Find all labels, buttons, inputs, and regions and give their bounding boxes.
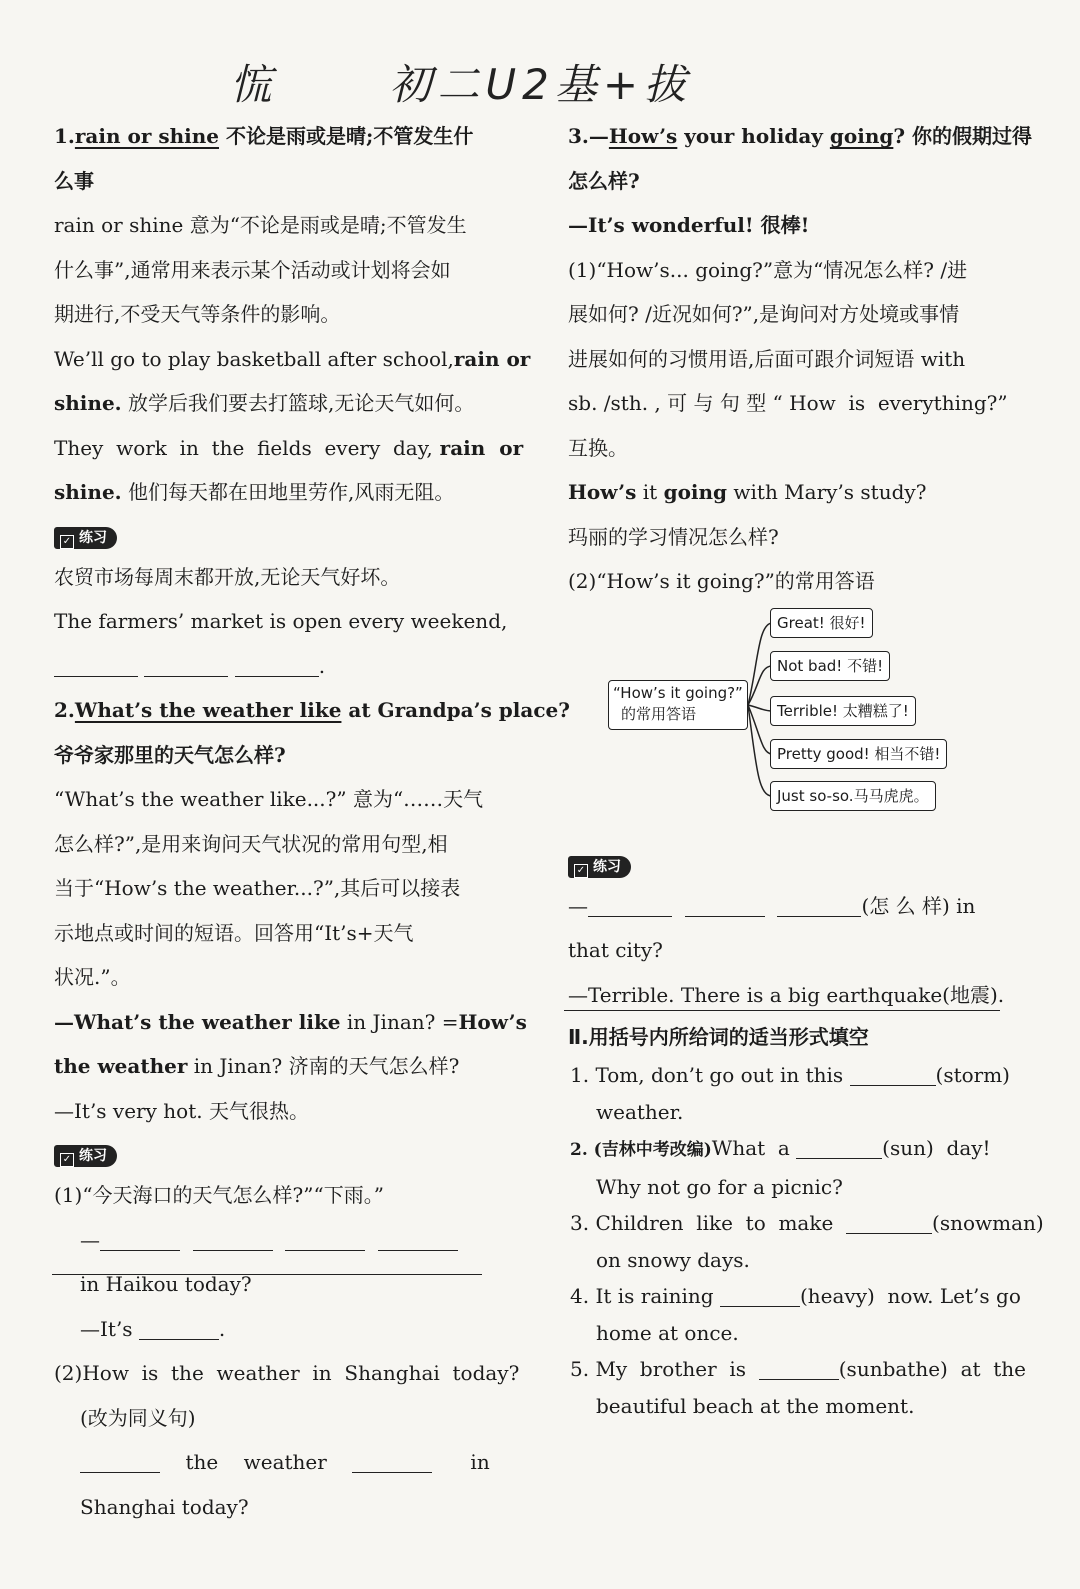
center-label: 的常用答语 [621,704,697,723]
practice-line: The farmers’ market is open every weekend, [54,609,508,633]
item-number: 1. [54,124,75,148]
explanation-line: rain or shine 意为“不论是雨或是晴;不管发生 [54,213,467,237]
answer-translation: 很棒! [753,213,810,237]
question-mark: ? [893,124,906,148]
answer-blank[interactable] [850,1063,936,1086]
item-2-heading [54,688,570,733]
answer-blanks [568,884,996,929]
sentence-fragment: in [470,1450,490,1474]
example-bold: —What’s the weather like [54,1009,341,1034]
answer-blanks [54,1218,482,1263]
mind-map-leaf: Not bad! 不错! [770,651,890,681]
explanation-line: 展如何? /近况如何?”,是询问对方处境或事情 [568,302,960,326]
example-line: —It’s very hot. 天气很热。 [54,1098,309,1123]
hint-text: (snowman) [932,1211,1044,1235]
answer-line [568,203,996,248]
answer-blank[interactable] [720,1284,800,1307]
answer-blank[interactable] [100,1228,180,1251]
fill-in-list [568,1057,1044,1424]
explanation-line: 互换。 [568,435,628,460]
example-bold: going [663,480,728,504]
answer-blank[interactable] [685,894,765,917]
mind-map-leaf: Great! 很好! [770,608,873,638]
answer-blank[interactable] [352,1450,432,1473]
answer-blank[interactable] [759,1357,839,1380]
practice-line: 农贸市场每周末都开放,无论天气好坏。 [54,564,401,589]
fill-item-cont: on snowy days. [596,1247,750,1272]
practice-badge-row [568,844,996,884]
example-text: We’ll go to play basketball after school, [54,346,454,371]
practice-cont: in Haikou today? [80,1272,252,1296]
practice-cont: that city? [568,938,663,962]
answer-blanks [54,644,482,689]
answer-blank[interactable] [796,1136,882,1159]
handwritten-header [230,52,692,112]
fill-item-cont: weather. [596,1099,684,1124]
example-bold: shine. [54,480,122,504]
source-tag: 2. (吉林中考改编) [570,1140,712,1160]
explanation-line: 怎么样?”,是用来询问天气状况的常用句型,相 [54,831,448,856]
example-line [54,337,531,382]
example-translation: 玛丽的学习情况怎么样? [568,524,779,549]
section-2-title: Ⅱ.用括号内所给词的适当形式填空 [568,1025,869,1049]
fill-item [570,1278,1021,1315]
hint-text: (sun) day! [882,1136,991,1160]
hint-text: (怎 么 样) in [861,893,976,918]
example-translation: 放学后我们要去打篮球,无论天气如何。 [121,391,475,415]
heading-translation: 爷爷家那里的天气怎么样? [54,742,286,767]
answer-blank[interactable] [144,654,228,677]
mind-map-leaf: Terrible! 太糟糕了! [770,696,916,726]
item-1-heading [54,114,482,159]
dash: — [588,124,609,148]
explanation-line: (1)“How’s... going?”意为“情况怎么样? /进 [568,257,968,282]
fill-item [570,1351,1027,1388]
meaning-text: 不论是雨或是晴;不管发生什 [219,124,474,148]
checkbox-icon: ✓ [60,535,74,549]
mind-map [568,604,996,844]
fill-item-cont: home at once. [596,1320,739,1345]
dash: — [80,1227,100,1252]
answer-blank[interactable] [193,1228,273,1251]
heading-translation-cont: 怎么样? [568,168,640,193]
hint-text: (heavy) now. Let’s go [799,1284,1021,1308]
example-bold: shine. [54,391,122,415]
fill-text: 5. My brother is [570,1357,747,1381]
handwritten-name: 㤺 [230,60,279,109]
practice-question: (2)How is the weather in Shanghai today? [54,1361,520,1385]
answer-blank[interactable] [54,654,138,677]
item-number: 3. [568,124,589,148]
phrase-rain-or-shine: rain or shine [74,124,219,148]
fill-item [570,1130,996,1169]
practice-question: (1)“今天海口的天气怎么样?”“下雨。” [54,1183,384,1207]
explanation-line: 状况.”。 [54,965,131,989]
example-translation: 他们每天都在田地里劳作,风雨无阻。 [121,480,455,504]
fill-text: What a [711,1136,790,1160]
practice-answer: —Terrible. There is a big earthquake(地震). [568,982,1005,1007]
connector [748,705,772,711]
example-bold: the weather [54,1054,188,1078]
heading-translation: 你的假期过得 [905,124,1033,148]
item-3-heading [568,114,1033,159]
practice-label: 练习 [79,529,107,546]
answer-blank[interactable] [378,1228,458,1251]
fill-item-cont: beautiful beach at the moment. [596,1393,915,1418]
practice-label: 练习 [79,1148,107,1164]
hint-text: (sunbathe) at the [838,1357,1027,1381]
example-text: with Mary’s study? [727,480,927,504]
explanation-line: 期进行,不受天气等条件的影响。 [54,302,341,326]
example-text: in Jinan? = [340,1009,459,1034]
explanation-line: 进展如何的习惯用语,后面可跟介词短语 with [568,346,966,371]
hint-text: (storm) [935,1063,1010,1087]
right-column [568,114,1044,1424]
answer-prefix: —It’s [80,1316,133,1341]
example-line [54,1044,482,1089]
phrase-going: going [829,124,894,148]
explanation-line: sb. /sth. , 可 与 句 型 “ How is everything?” [568,391,1008,415]
practice-note: (改为同义句) [80,1405,196,1430]
answer-blank[interactable] [139,1317,219,1340]
explanation-line: “What’s the weather like...?” 意为“……天气 [54,787,484,811]
period: . [218,1316,226,1341]
phrase-hows: How’s [608,124,678,148]
example-bold: rain or [432,435,524,460]
fill-text: 1. Tom, don’t go out in this [570,1063,844,1087]
practice-answer [54,1307,482,1352]
answer-blanks [54,1440,490,1485]
answer-blank[interactable] [588,894,672,917]
example-bold: rain or [453,346,531,371]
phrase-whats-the-weather-like: What’s the weather like [74,698,342,722]
sentence-fragment: the weather [185,1450,327,1474]
fill-text: 3. Children like to make [570,1211,834,1235]
dash: — [568,893,588,918]
answer-blank[interactable] [846,1211,932,1234]
example-line [54,381,482,426]
example-text: They work in the fields every day, [54,435,433,460]
practice-badge-row [54,515,482,555]
practice-cont: Shanghai today? [80,1494,249,1519]
period: . [318,653,326,678]
explanation-line: 当于“How’s the weather...?”,其后可以接表 [54,876,461,900]
fill-text: 4. It is raining [570,1284,714,1308]
center-label: “How’s it going?” [613,683,743,702]
practice-label: 练习 [593,858,621,875]
mind-map-leaf: Pretty good! 相当不错! [770,739,947,769]
answer-bold: —It’s wonderful! [568,213,754,237]
practice-badge [54,1145,117,1167]
example-bold: How’s [568,480,637,504]
connector [748,705,772,796]
answer-blank[interactable] [285,1228,365,1251]
explanation-line: 示地点或时间的短语。回答用“It’s+天气 [54,920,414,945]
example-line [54,426,524,471]
mind-map-center [608,680,748,730]
heading-text: your holiday [677,124,830,148]
meaning-cont: 么事 [54,168,94,193]
example-bold: How’s [458,1009,527,1034]
answer-blank[interactable] [80,1450,160,1473]
heading-rest: at Grandpa’s place? [341,698,570,722]
example-line [568,470,996,515]
item-number: 2. [54,698,75,722]
connector [748,623,772,705]
practice-badge-row [54,1133,482,1173]
example-text: in Jinan? 济南的天气怎么样? [187,1054,460,1078]
checkbox-icon: ✓ [574,864,588,878]
handwritten-title: 初二U2基+拔 [389,60,693,109]
checkbox-icon: ✓ [60,1153,74,1167]
mind-map-leaf: Just so-so.马马虎虎。 [770,781,936,811]
explanation-line: 什么事”,通常用来表示某个活动或计划将会如 [54,257,451,282]
answer-blank[interactable] [235,654,319,677]
fill-item-cont: Why not go for a picnic? [596,1174,843,1199]
subheading: (2)“How’s it going?”的常用答语 [568,569,875,593]
practice-badge [568,856,631,878]
fill-item [570,1057,1010,1094]
fill-item [570,1205,1044,1242]
example-line [54,1000,527,1045]
left-column [54,114,570,1529]
example-line [54,470,482,515]
practice-badge [54,527,117,549]
example-text: it [636,480,664,504]
divider-line [52,1274,482,1275]
answer-blank[interactable] [777,894,861,917]
